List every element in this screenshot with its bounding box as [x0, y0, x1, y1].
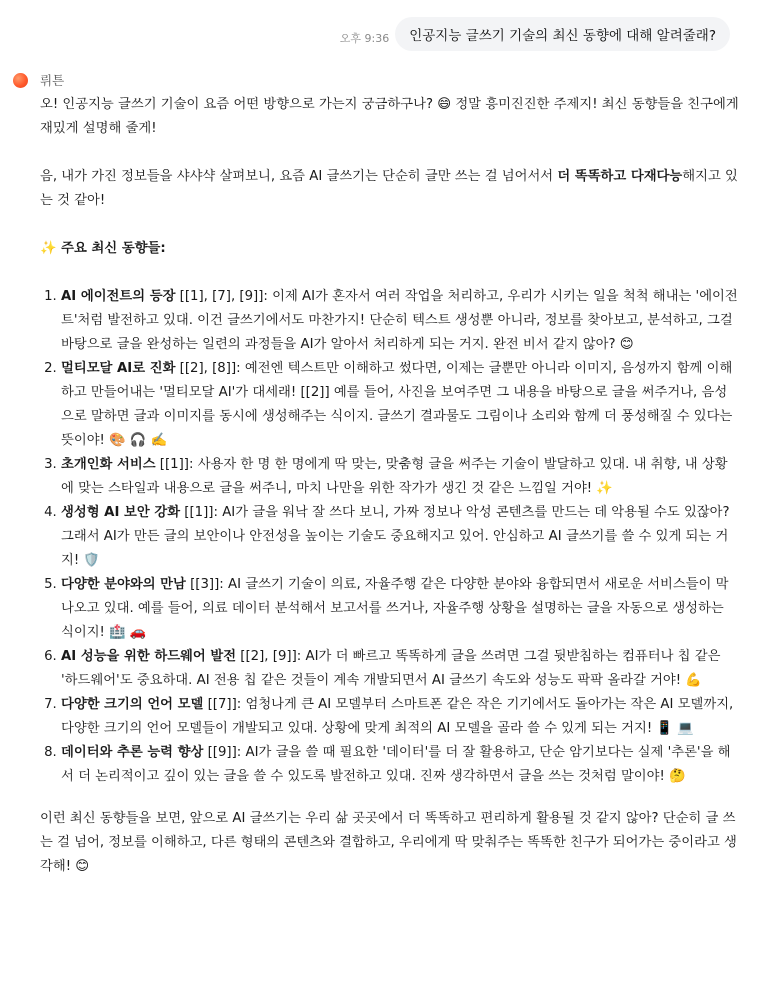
list-item-text: [[1], [7], [9]]: 이제 AI가 혼자서 여러 작업을 처리하고, 우리가 시키는 일을 척척 해내는 '에이전트'처럼 발전하고 있대. 이건 글쓰기에서도 마찬가지! 단순히 텍스트 생성뿐 아니라, 정보를 찾아보고, 분석하고, 그걸 바탕으로 글을 완성하는 일련의 과정들을 AI가 알아서 처리하게 되는 거지. 완전 비서 같지 않아? 😊	[61, 289, 738, 352]
bot-message-content	[40, 93, 740, 879]
outro-paragraph: 이런 최신 동향들을 보면, 앞으로 AI 글쓰기는 우리 삶 곳곳에서 더 똑똑하고 편리하게 활용될 것 같지 않아? 단순히 글 쓰는 걸 넘어, 정보를 이해하고, 다른 형태의 콘텐츠와 결합하고, 우리에게 딱 맞춰주는 똑똑한 친구가 되어가는 중이라고 생각해! 😊	[40, 811, 737, 874]
list-item	[61, 357, 740, 453]
list-item	[61, 741, 740, 789]
list-item-text: [[1]]: AI가 글을 워낙 잘 쓰다 보니, 가짜 정보나 악성 콘텐츠를 만드는 데 악용될 수도 있잖아? 그래서 AI가 만든 글의 보안이나 안전성을 높이는 기술도 중요해지고 있어. 안심하고 AI 글쓰기를 쓸 수 있게 되는 거지! 🛡️	[61, 505, 730, 568]
list-item-text: [[2], [9]]: AI가 더 빠르고 똑똑하게 글을 쓰려면 그걸 뒷받침하는 컴퓨터나 칩 같은 '하드웨어'도 중요하대. AI 전용 칩 같은 것들이 계속 개발되면서 AI 글쓰기 속도와 성능도 팍팍 올라갈 거야! 💪	[61, 649, 721, 688]
bot-avatar-icon	[13, 73, 28, 88]
list-item-title: 생성형 AI 보안 강화	[61, 505, 181, 520]
list-item	[61, 453, 740, 501]
list-item-text: [[9]]: AI가 글을 쓸 때 필요한 '데이터'를 더 잘 활용하고, 단순 암기보다는 실제 '추론'을 해서 더 논리적이고 깊이 있는 글을 쓸 수 있도록 발전하고 있대. 진짜 생각하면서 글을 쓰는 것처럼 말이야! 🤔	[61, 745, 731, 784]
summary-paragraph	[40, 165, 740, 213]
trends-heading: ✨ 주요 최신 동향들:	[40, 241, 166, 256]
list-item	[61, 501, 740, 573]
list-item-text: [[1]]: 사용자 한 명 한 명에게 딱 맞는, 맞춤형 글을 써주는 기술이 발달하고 있대. 내 취향, 내 상황에 맞는 스타일과 내용으로 글을 써주니, 마치 나만을 위한 작가가 생긴 것 같은 느낌일 거야! ✨	[61, 457, 728, 496]
intro-paragraph: 오! 인공지능 글쓰기 기술이 요즘 어떤 방향으로 가는지 궁금하구나? 😄 정말 흥미진진한 주제지! 최신 동향들을 친구에게 재밌게 설명해 줄게!	[40, 97, 739, 136]
user-message-bubble: 인공지능 글쓰기 기술의 최신 동향에 대해 알려줄래?	[395, 17, 730, 51]
list-item-title: 멀티모달 AI로 진화	[61, 361, 176, 376]
list-item	[61, 693, 740, 741]
list-item-text: [[2], [8]]: 예전엔 텍스트만 이해하고 썼다면, 이제는 글뿐만 아니라 이미지, 음성까지 함께 이해하고 만들어내는 '멀티모달 AI'가 대세래! [[2]] 예를 들어, 사진을 보여주면 그 내용을 바탕으로 글을 써주거나, 음성으로 말하면 글과 이미지를 동시에 생성해주는 식이지. 글쓰기 결과물도 그림이나 소리와 함께 더 풍성해질 수 있다는 뜻이야! 🎨 🎧 ✍️	[61, 361, 733, 448]
bot-header	[13, 71, 64, 89]
message-timestamp: 오후 9:36	[339, 32, 390, 45]
list-item	[61, 573, 740, 645]
summary-text-a: 음, 내가 가진 정보들을 샤샤샥 살펴보니, 요즘 AI 글쓰기는 단순히 글만 쓰는 걸 넘어서서	[40, 169, 558, 184]
list-item-text: [[3]]: AI 글쓰기 기술이 의료, 자율주행 같은 다양한 분야와 융합되면서 새로운 서비스들이 막 나오고 있대. 예를 들어, 의료 데이터 분석해서 보고서를 쓰거나, 자율주행 상황을 설명하는 글을 자동으로 생성하는 식이지! 🏥 🚗	[61, 577, 729, 640]
list-item-title: 다양한 분야와의 만남	[61, 577, 186, 592]
trends-list	[40, 285, 740, 789]
list-item-title: AI 에이전트의 등장	[61, 289, 176, 304]
summary-emphasis: 더 똑똑하고 다재다능	[557, 169, 683, 184]
list-item-title: 초개인화 서비스	[61, 457, 156, 472]
list-item-title: 데이터와 추론 능력 향상	[61, 745, 204, 760]
user-message-row	[340, 17, 730, 51]
list-item	[61, 285, 740, 357]
bot-name: 뤼튼	[40, 73, 65, 88]
list-item-title: 다양한 크기의 언어 모델	[61, 697, 204, 712]
list-item-text: [[7]]: 엄청나게 큰 AI 모델부터 스마트폰 같은 작은 기기에서도 돌아가는 작은 AI 모델까지, 다양한 크기의 언어 모델들이 개발되고 있대. 상황에 맞게 최적의 AI 모델을 골라 쓸 수 있게 되는 거지! 📱 💻	[61, 697, 734, 736]
summary-text-c: 해지고 있는 것 같아!	[40, 169, 738, 208]
list-item	[61, 645, 740, 693]
list-item-title: AI 성능을 위한 하드웨어 발전	[61, 649, 237, 664]
